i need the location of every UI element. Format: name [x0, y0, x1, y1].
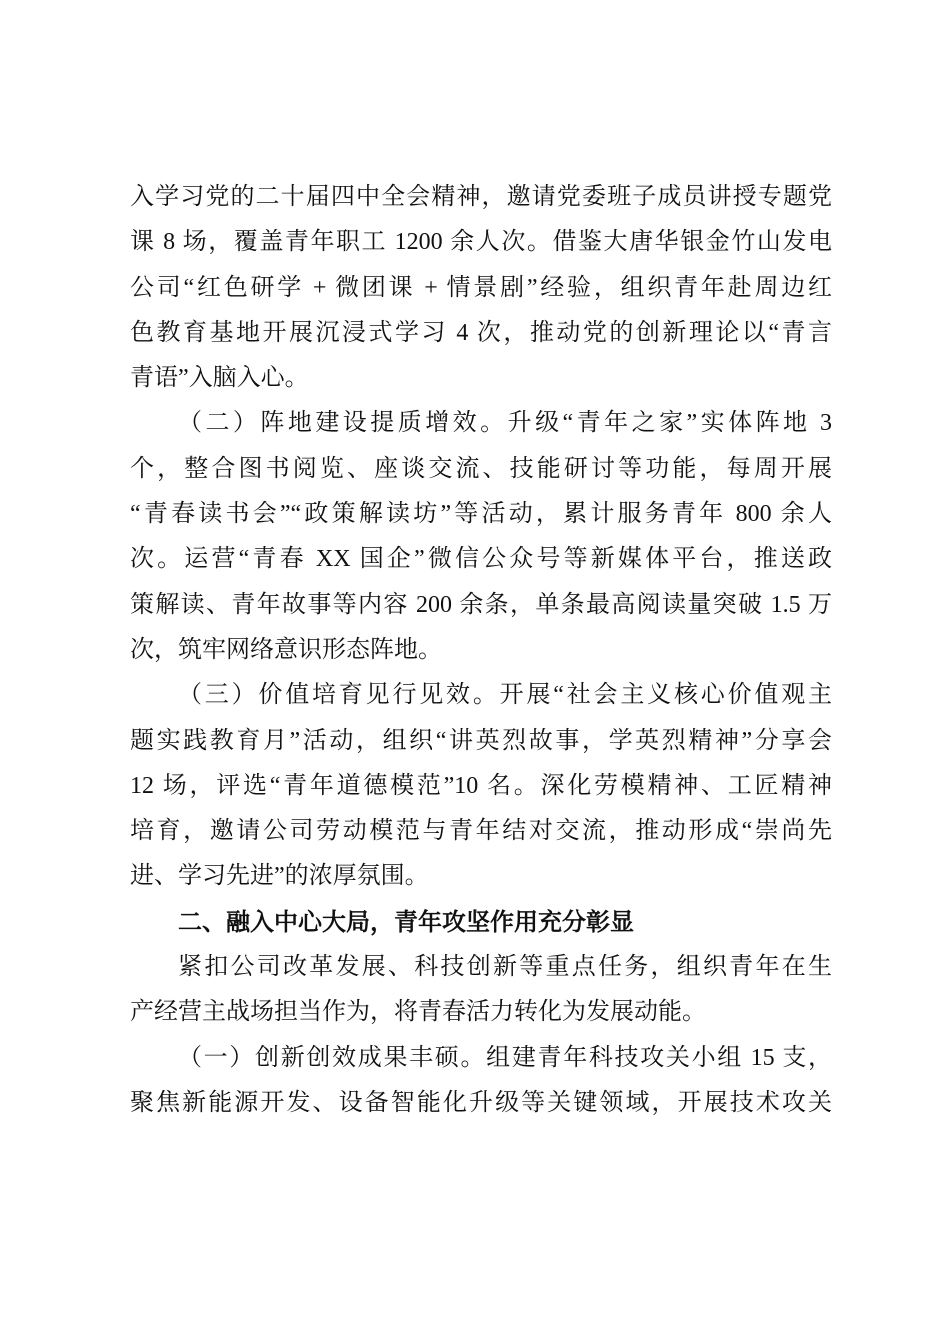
text-line: 个，整合图书阅览、座谈交流、技能研讨等功能，每周开展	[130, 455, 832, 482]
text-line: （三）价值培育见行见效。开展“社会主义核心价值观主	[178, 682, 832, 709]
paragraph-value-cultivation	[130, 673, 832, 899]
text-line: 培育，邀请公司劳动模范与青年结对交流，推动形成“崇尚先	[130, 818, 832, 845]
text-line: 进、学习先进”的浓厚氛围。	[130, 863, 429, 890]
section-heading: 二、融入中心大局，青年攻坚作用充分彰显	[178, 907, 634, 936]
text-line: 12 场，评选“青年道德模范”10 名。深化劳模精神、工匠精神	[130, 772, 832, 799]
text-line: 色教育基地开展沉浸式学习 4 次，推动党的创新理论以“青言	[130, 319, 832, 346]
paragraph-section-intro	[130, 945, 832, 1036]
text-line: 紧扣公司改革发展、科技创新等重点任务，组织青年在生	[178, 954, 832, 981]
text-line: 次，筑牢网络意识形态阵地。	[130, 636, 442, 663]
paragraph-innovation	[130, 1036, 832, 1127]
document-page	[130, 175, 832, 1126]
paragraph-position-building	[130, 401, 832, 673]
text-line: 策解读、青年故事等内容 200 余条，单条最高阅读量突破 1.5 万	[130, 591, 832, 618]
text-line: 青语”入脑入心。	[130, 365, 309, 392]
text-line: 题实践教育月”活动，组织“讲英烈故事，学英烈精神”分享会	[130, 727, 832, 754]
text-line: 入学习党的二十届四中全会精神，邀请党委班子成员讲授专题党	[130, 184, 832, 210]
text-line: 次。运营“青春 XX 国企”微信公众号等新媒体平台，推送政	[130, 546, 832, 573]
text-line: 聚焦新能源开发、设备智能化升级等关键领域，开展技术攻关	[130, 1089, 832, 1116]
paragraph-study	[130, 175, 832, 401]
text-line: 课 8 场，覆盖青年职工 1200 余人次。借鉴大唐华银金竹山发电	[130, 229, 832, 256]
text-line: （一）创新创效成果丰硕。组建青年科技攻关小组 15 支，	[178, 1044, 832, 1071]
text-line: “青春读书会”“政策解读坊”等活动，累计服务青年 800 余人	[130, 501, 832, 528]
text-line: 公司“红色研学 + 微团课 + 情景剧”经验，组织青年赴周边红	[130, 274, 832, 301]
text-line: 产经营主战场担当作为，将青春活力转化为发展动能。	[130, 999, 706, 1026]
text-line: （二）阵地建设提质增效。升级“青年之家”实体阵地 3	[178, 410, 832, 437]
